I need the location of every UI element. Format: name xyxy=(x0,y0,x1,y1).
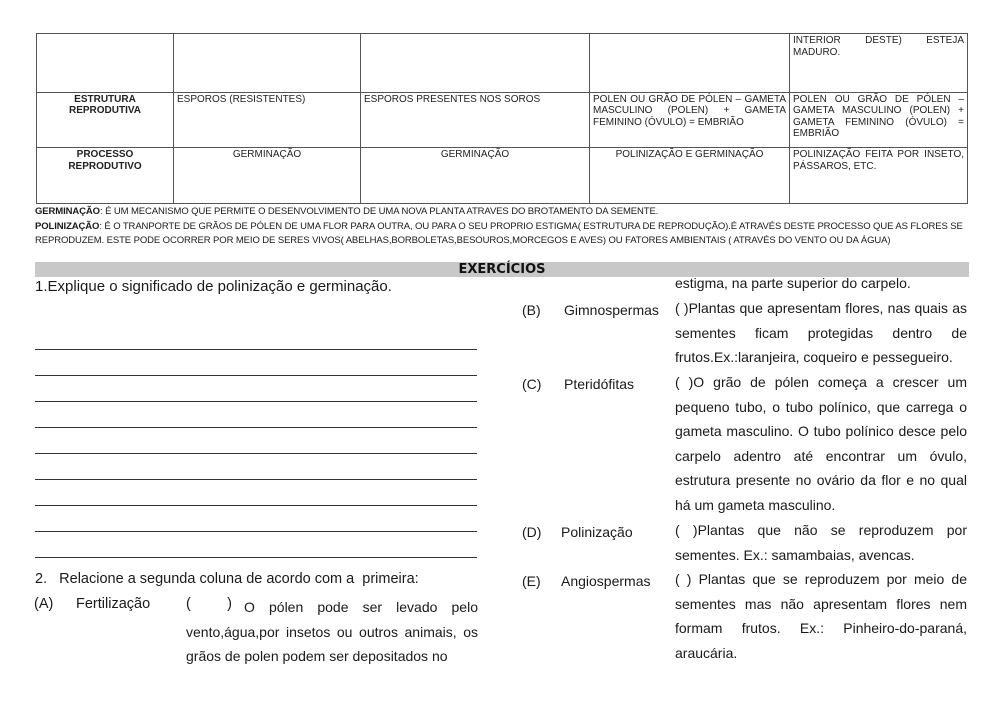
table-cell: INTERIOR DESTE) ESTEJA MADURO. xyxy=(790,34,968,93)
definition-text: : É O TRANPORTE DE GRÃOS DE PÓLEN DE UMA FLOR PARA OUTRA, OU PARA O SEU PROPRIO ESTIGMA( ESTRUTURA DE REPRODUÇÃO).É ATRAVÉS DESTE PROCESSO QUE AS FLORES SE REPRODUZEM. ESTE PODE OCORRER POR MEIO DE SERES VIVOS( ABELHAS,BORBOLETAS,BESOUROS,MORCEGOS E AVES) OU FATORES AMBIENTAIS ( ATRAVÉS DO VENTO OU DA ÁGUA) xyxy=(35,220,963,246)
item-letter: (D) xyxy=(522,524,542,540)
table-cell: ESPOROS PRESENTES NOS SOROS xyxy=(361,92,590,148)
term-germinacao: GERMINAÇÃO xyxy=(35,206,100,217)
item-name: Angiospermas xyxy=(561,573,651,589)
item-letter: (E) xyxy=(522,573,541,589)
definition-polinizacao xyxy=(35,220,965,249)
answer-line[interactable] xyxy=(35,349,477,350)
item-letter: (A) xyxy=(34,596,54,612)
row-header-processo: PROCESSO REPRODUTIVO xyxy=(37,148,174,204)
answer-line[interactable] xyxy=(35,375,477,376)
answer-line[interactable] xyxy=(35,453,477,454)
table-cell xyxy=(361,34,590,93)
item-text: O pólen pode ser levado pelo vento,água,por insetos ou outros animais, os grãos de polen podem ser depositados no xyxy=(186,599,478,664)
item-name: Pteridófitas xyxy=(564,376,635,392)
table-cell: POLEN OU GRÃO DE PÓLEN – GAMETA MASCULINO (POLEN) + GAMETA FEMININO (ÓVULO) = EMBRIÃO xyxy=(590,92,790,148)
item-text-continuation: estigma, na parte superior do carpelo. xyxy=(675,275,911,291)
item-name: Polinização xyxy=(561,524,633,540)
exercises-title: EXERCÍCIOS xyxy=(35,262,969,277)
table-row xyxy=(37,148,968,204)
item-text: ( )Plantas que não se reproduzem por sementes. Ex.: samambaias, avencas. xyxy=(675,522,967,563)
table-cell: ESPOROS (RESISTENTES) xyxy=(174,92,361,148)
item-text: ( )Plantas que apresentam flores, nas quais as sementes ficam protegidas dentro de frutos.Ex.:laranjeira, coqueiro e pessegueiro. xyxy=(675,300,967,365)
answer-line[interactable] xyxy=(35,531,477,532)
answer-line[interactable] xyxy=(35,557,477,558)
row-header-estrutura: ESTRUTURA REPRODUTIVA xyxy=(37,92,174,148)
definitions xyxy=(35,205,965,249)
item-letter: (C) xyxy=(522,376,542,392)
question-1: 1.Explique o significado de polinização e germinação. xyxy=(35,278,392,295)
table-cell: POLINIZAÇÃO E GERMINAÇÃO xyxy=(590,148,790,204)
answer-line[interactable] xyxy=(35,427,477,428)
table-row xyxy=(37,92,968,148)
question-2: 2. Relacione a segunda coluna de acordo com a primeira: xyxy=(35,571,419,587)
answer-line[interactable] xyxy=(35,505,477,506)
table-row xyxy=(37,34,968,93)
definition-text: : É UM MECANISMO QUE PERMITE O DESENVOLVIMENTO DE UMA NOVA PLANTA ATRAVES DO BROTAMENTO DA SEMENTE. xyxy=(99,206,659,217)
table-cell: GERMINAÇÃO xyxy=(174,148,361,204)
item-name: Fertilização xyxy=(76,596,151,612)
table-cell: GERMINAÇÃO xyxy=(361,148,590,204)
reproduction-table xyxy=(36,33,968,204)
table-cell: POLEN OU GRÃO DE PÓLEN – GAMETA MASCULINO (POLEN) + GAMETA FEMININO (ÓVULO) = EMBRIÃO xyxy=(790,92,968,148)
table-cell: POLINIZAÇÃO FEITA POR INSETO, PÁSSAROS, ETC. xyxy=(790,148,968,204)
definition-germinacao xyxy=(35,205,965,220)
item-letter: (B) xyxy=(522,302,541,318)
term-polinizacao: POLINIZAÇÃO xyxy=(35,220,100,232)
answer-blank[interactable]: ( ) xyxy=(186,596,232,612)
item-text: ( )O grão de pólen começa a crescer um pequeno tubo, o tubo polínico, que carrega o gameta masculino. O tubo polínico desce pelo carpelo adentro até encontrar um óvulo, estrutura presente no ovário da flor e no qual há um gameta masculino. xyxy=(675,374,967,513)
table-cell xyxy=(37,34,174,93)
item-text: ( ) Plantas que se reproduzem por meio de sementes mas não apresentam flores nem formam frutos. Ex.: Pinheiro-do-paraná, araucária. xyxy=(675,571,967,661)
table-cell xyxy=(174,34,361,93)
item-name: Gimnospermas xyxy=(564,302,659,318)
answer-line[interactable] xyxy=(35,401,477,402)
answer-line[interactable] xyxy=(35,479,477,480)
table-cell xyxy=(590,34,790,93)
